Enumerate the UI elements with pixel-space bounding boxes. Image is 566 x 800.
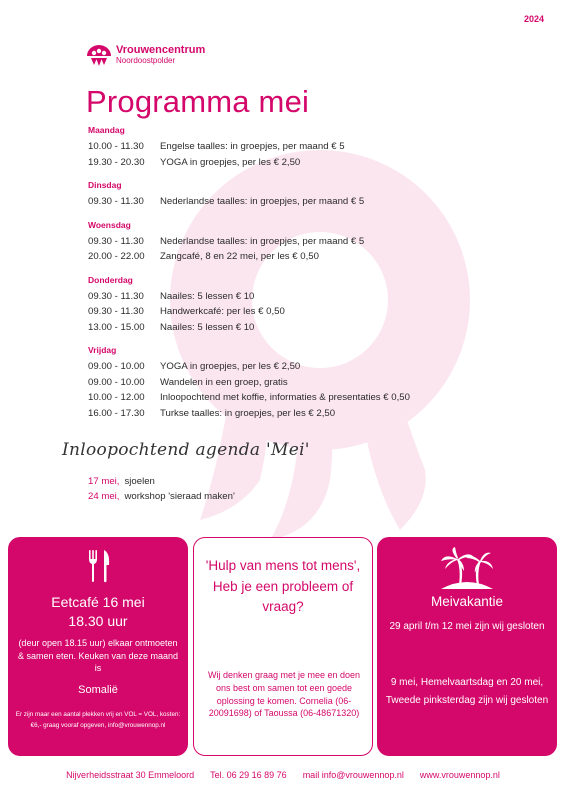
year-label: 2024 [523, 14, 544, 24]
help-text: Wij denken graag met je mee en doen ons best om samen tot een goede oplossing te komen. Cornelia (06-20091698) of Taoussa (06-48671320) [207, 670, 361, 719]
schedule-row [88, 390, 488, 406]
schedule-row [88, 155, 488, 171]
agenda-item [88, 474, 235, 489]
holiday-heading: Meivakantie [430, 594, 504, 609]
help-heading: 'Hulp van mens tot mens', Heb je een probleem of vraag? [205, 558, 361, 614]
footer [0, 770, 566, 780]
schedule-time: 09.00 - 10.00 [88, 361, 145, 372]
schedule-desc: Handwerkcafé: per les € 0,50 [160, 306, 285, 317]
fork-knife-icon [86, 549, 112, 583]
day-name: Dinsdag [88, 180, 122, 190]
eetcafe-text: (deur open 18.15 uur) elkaar ontmoeten & samen eten. Keuken van deze maand is [17, 638, 179, 673]
schedule-time: 20.00 - 22.00 [88, 251, 145, 262]
agenda-text: workshop 'sieraad maken' [124, 491, 235, 502]
schedule-row [88, 359, 488, 375]
schedule-desc: Naailes: 5 lessen € 10 [160, 290, 255, 302]
logo-subtitle: Noordoostpolder [116, 55, 176, 65]
schedule-time: 10.00 - 11.30 [88, 141, 144, 152]
eetcafe-country: Somalië [78, 684, 118, 696]
eetcafe-card [8, 537, 188, 756]
schedule-desc: Nederlandse taalles: in groepjes, per maand € 5 [160, 196, 365, 207]
schedule-desc: Nederlandse taalles: in groepjes, per maand € 5 [160, 235, 365, 247]
day-name: Maandag [88, 125, 125, 135]
footer-website[interactable]: www.vrouwennop.nl [419, 770, 500, 780]
schedule-time: 16.00 - 17.30 [88, 407, 145, 419]
schedule-row [88, 406, 488, 422]
day-block [88, 275, 488, 336]
eetcafe-note: Er zijn maar een aantal plekken vrij en VOL = VOL, kosten: €6,- graag vooraf opgeven, info@vrouwennop.nl [15, 711, 181, 729]
holiday-text-2: 9 mei, Hemelvaartsdag en 20 mei, Tweede pinksterdag zijn wij gesloten [385, 677, 549, 706]
schedule-time: 13.00 - 15.00 [88, 321, 145, 333]
help-card [193, 537, 373, 756]
agenda-date: 24 mei, [88, 491, 120, 502]
logo[interactable] [86, 44, 205, 66]
agenda-text: sjoelen [124, 476, 155, 487]
day-block [88, 125, 488, 170]
schedule-row [88, 194, 488, 210]
agenda-item [88, 489, 235, 504]
footer-email[interactable]: mail info@vrouwennop.nl [302, 770, 404, 780]
schedule-time: 09.30 - 11.30 [88, 196, 144, 207]
footer-address: Nijverheidsstraat 30 Emmeloord [66, 770, 195, 780]
eetcafe-date: Eetcafé 16 mei [51, 594, 145, 610]
schedule-row [88, 320, 488, 336]
day-block [88, 345, 488, 421]
schedule-row [88, 304, 488, 320]
schedule-desc: YOGA in groepjes, per les € 2,50 [160, 361, 301, 372]
eetcafe-heading [8, 593, 188, 631]
day-block [88, 180, 488, 210]
holiday-text: 29 april t/m 12 mei zijn wij gesloten [389, 621, 545, 632]
schedule-row [88, 249, 488, 265]
schedule-desc: Engelse taalles: in groepjes, per maand € 5 [160, 141, 345, 152]
eetcafe-time: 18.30 uur [68, 613, 128, 629]
schedule-desc: Naailes: 5 lessen € 10 [160, 321, 255, 333]
palm-island-icon [439, 545, 495, 591]
agenda-title: Inloopochtend agenda 'Mei' [62, 440, 310, 460]
weekly-schedule [88, 125, 488, 431]
schedule-time: 09.30 - 11.30 [88, 306, 144, 317]
page-title: Programma mei [86, 84, 310, 119]
schedule-row [88, 289, 488, 305]
holiday-card [377, 537, 557, 756]
day-name: Donderdag [88, 274, 133, 285]
agenda-date: 17 mei, [88, 476, 120, 487]
agenda-list [88, 474, 235, 504]
day-block [88, 220, 488, 265]
schedule-desc: Zangcafé, 8 en 22 mei, per les € 0,50 [160, 251, 319, 262]
day-name: Vrijdag [88, 345, 117, 355]
schedule-time: 09.30 - 11.30 [88, 290, 144, 302]
footer-phone[interactable]: Tel. 06 29 16 89 76 [210, 770, 287, 780]
schedule-desc: Inloopochtend met koffie, informaties & presentaties € 0,50 [160, 392, 410, 403]
schedule-time: 19.30 - 20.30 [88, 156, 145, 168]
schedule-row [88, 139, 488, 155]
logo-icon [86, 44, 112, 66]
schedule-desc: Turkse taalles: in groepjes, per les € 2,50 [160, 407, 336, 419]
schedule-desc: Wandelen in een groep, gratis [160, 376, 288, 388]
schedule-time: 09.00 - 10.00 [88, 376, 145, 388]
schedule-time: 10.00 - 12.00 [88, 392, 145, 403]
schedule-desc: YOGA in groepjes, per les € 2,50 [160, 156, 301, 168]
schedule-row [88, 375, 488, 391]
schedule-time: 09.30 - 11.30 [88, 235, 144, 247]
day-name: Woensdag [88, 219, 131, 230]
schedule-row [88, 234, 488, 250]
logo-name: Vrouwencentrum [116, 44, 206, 57]
